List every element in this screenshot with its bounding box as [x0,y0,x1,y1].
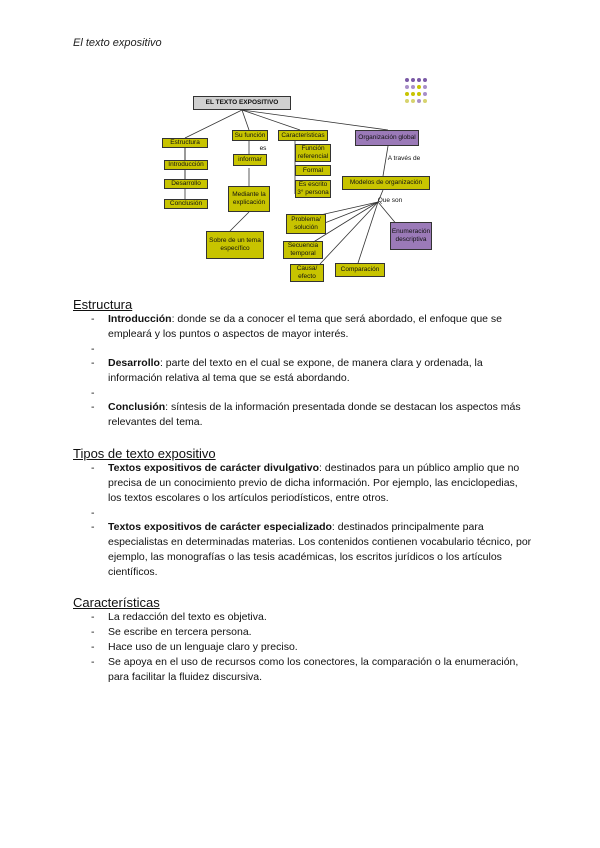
list-item [73,356,533,386]
node-sobre: Sobre de un tema específico [206,231,264,259]
node-desarrollo: Desarrollo [164,179,208,189]
tipos-list [73,461,533,580]
node-formal: Formal [295,165,331,176]
page-header: El texto expositivo [73,37,162,49]
node-caracteristicas: Características [278,130,328,141]
node-estructura: Estructura [162,138,208,148]
list-item: - Se escribe en tercera persona. [73,625,533,640]
definition-text: : destinados para un público amplio que no precisa de un conocimiento previo de dicha información. Por ejemplo, las enciclopedias, los textos escolares o los artículos periodísticos, entre otros. [108,462,520,504]
term-divulgativo: Textos expositivos de carácter divulgativo [108,462,320,474]
section-caracteristicas [73,595,533,685]
section-estructura [73,297,533,430]
label-es: es [259,144,267,152]
node-su-funcion: Su función [232,130,268,141]
spacer [73,506,533,520]
node-problema: Problema/ solución [286,214,326,234]
section-tipos [73,446,533,580]
estructura-list [73,312,533,430]
node-mediante: Mediante la explicación [228,186,270,212]
node-conclusion: Conclusión [164,199,208,209]
node-introduccion: Introducción [164,160,208,170]
node-enumeracion: Enumeración descriptiva [390,222,432,250]
node-informar: informar [233,154,267,166]
term-especializado: Textos expositivos de carácter especializado [108,521,332,533]
label-a-traves: A través de [387,154,421,162]
list-item: - Se apoya en el uso de recursos como los conectores, la comparación o la enumeración, para facilitar la fluidez discursiva. [73,655,533,685]
node-organizacion: Organización global [355,130,419,146]
term-desarrollo: Desarrollo [108,357,160,369]
list-item [73,520,533,580]
term-introduccion: Introducción [108,313,172,325]
node-root: EL TEXTO EXPOSITIVO [193,96,291,110]
concept-map [160,76,445,286]
spacer [73,342,533,356]
heading-caracteristicas: Características [73,595,160,610]
node-causa: Causa/ efecto [290,264,324,282]
node-funcion-referencial: Función referencial [295,144,331,162]
spacer [73,386,533,400]
node-secuencia: Secuencia temporal [283,241,323,259]
list-item [73,312,533,342]
list-item: - Hace uso de un lenguaje claro y preciso. [73,640,533,655]
list-item: - La redacción del texto es objetiva. [73,610,533,625]
node-comparacion: Comparación [335,263,385,277]
definition-text: : donde se da a conocer el tema que será abordado, el enfoque que se empleará y los puntos o aspectos de mayor interés. [108,313,503,340]
node-es-escrito: Es escrito 3° persona [295,180,331,198]
heading-estructura: Estructura [73,297,133,312]
caracteristicas-list [73,610,533,685]
node-modelos: Modelos de organización [342,176,430,190]
heading-tipos: Tipos de texto expositivo [73,446,216,461]
list-item [73,461,533,506]
definition-text: : parte del texto en el cual se expone, de manera clara y ordenada, la información relativa al tema que se está abordando. [108,357,483,384]
term-conclusion: Conclusión [108,401,166,413]
decorative-dots [403,76,433,114]
label-que-son: Que son [377,196,403,204]
definition-text: : síntesis de la información presentada donde se destacan los aspectos más relevantes del tema. [108,401,521,428]
definition-text: : destinados principalmente para especialistas en determinadas materias. Los contenidos contienen vocabulario técnico, por ejemplo, las monografías o las tesis académicas, los escritos jurídicos o los artículos científicos. [108,521,532,578]
list-item [73,400,533,430]
